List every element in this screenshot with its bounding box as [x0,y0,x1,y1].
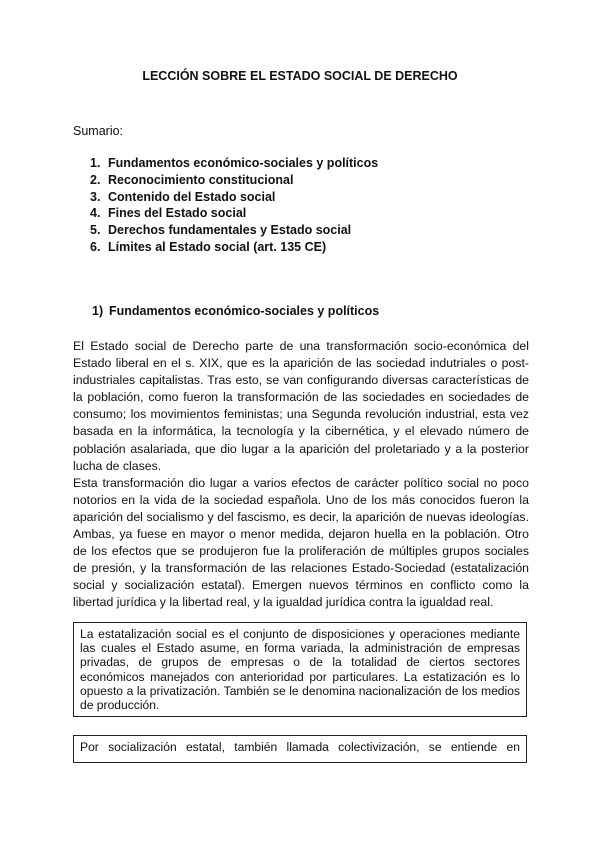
definition-text: La estatalización social es el conjunto de disposiciones y operaciones mediante las cuales el Estado asume, en forma variada, la administración de empresas privadas, de grupos de empresas o de la totalidad de ciertos sectores económicos manejados con anterioridad por particulares. La estatización es lo opuesto a la privatización. También se le denomina nacionalización de los medios de producción. [80,627,520,713]
toc-label: Límites al Estado social (art. 135 CE) [108,239,327,254]
toc-item [90,155,378,172]
toc-label: Fines del Estado social [108,206,247,221]
section-heading [92,304,379,318]
toc-number: 3. [90,189,101,204]
toc-item [90,239,378,256]
toc-number: 6. [90,239,101,254]
toc-item [90,222,378,239]
summary-label: Sumario: [73,124,124,138]
toc-number: 4. [90,206,101,221]
toc-number: 2. [90,172,101,187]
toc-label: Derechos fundamentales y Estado social [108,223,352,238]
section-body [73,338,529,612]
definition-box-socializacion [73,735,527,763]
document-title: LECCIÓN SOBRE EL ESTADO SOCIAL DE DERECHO [142,69,458,83]
toc-label: Reconocimiento constitucional [108,172,294,187]
section-number: 1) [92,304,104,318]
toc-number: 5. [90,223,101,238]
toc-label: Fundamentos económico-sociales y políticos [108,156,379,170]
toc-item [90,205,378,222]
paragraph: Esta transformación dio lugar a varios efectos de carácter político social no poco notorios en la vida de la sociedad española. Uno de los más conocidos fueron la aparición del socialismo y del fascismo, es decir, la aparición de nuevas ideologías. Ambas, ya fuese en mayor o menor medida, dejaron huella en la población. Otro de los efectos que se produjeron fue la proliferación de múltiples grupos sociales de presión, y la transformación de las relaciones Estado-Sociedad (estatalización social y socialización estatal). Emergen nuevos términos en conflicto como la libertad jurídica y la libertad real, y la igualdad jurídica contra la igualdad real. [73,475,529,610]
toc-number: 1. [90,156,101,170]
toc-label: Contenido del Estado social [108,189,276,204]
paragraph: El Estado social de Derecho parte de una transformación socio-económica del Estado liberal en el s. XIX, que es la aparición de las sociedad indutriales o post-industriales capitalistas. Tras esto, se van configurando diversas características de la población, como fueron la transformación de las sociedades en sociedades de consumo; los movimientos feministas; una Segunda revolución industrial, esta vez basada en la informática, la tecnología y la cibernética, y el elevado número de población asalariada, que dio lugar a la aparición del proletariado y a la posterior lucha de clases. [73,339,529,473]
toc-item [90,189,378,206]
table-of-contents [90,155,378,256]
section-title: Fundamentos económico-sociales y políticos [109,304,380,318]
definition-box-estatalizacion [73,622,527,717]
toc-item [90,172,378,189]
definition-text: Por socialización estatal, también llamada colectivización, se entiende en [80,740,520,754]
